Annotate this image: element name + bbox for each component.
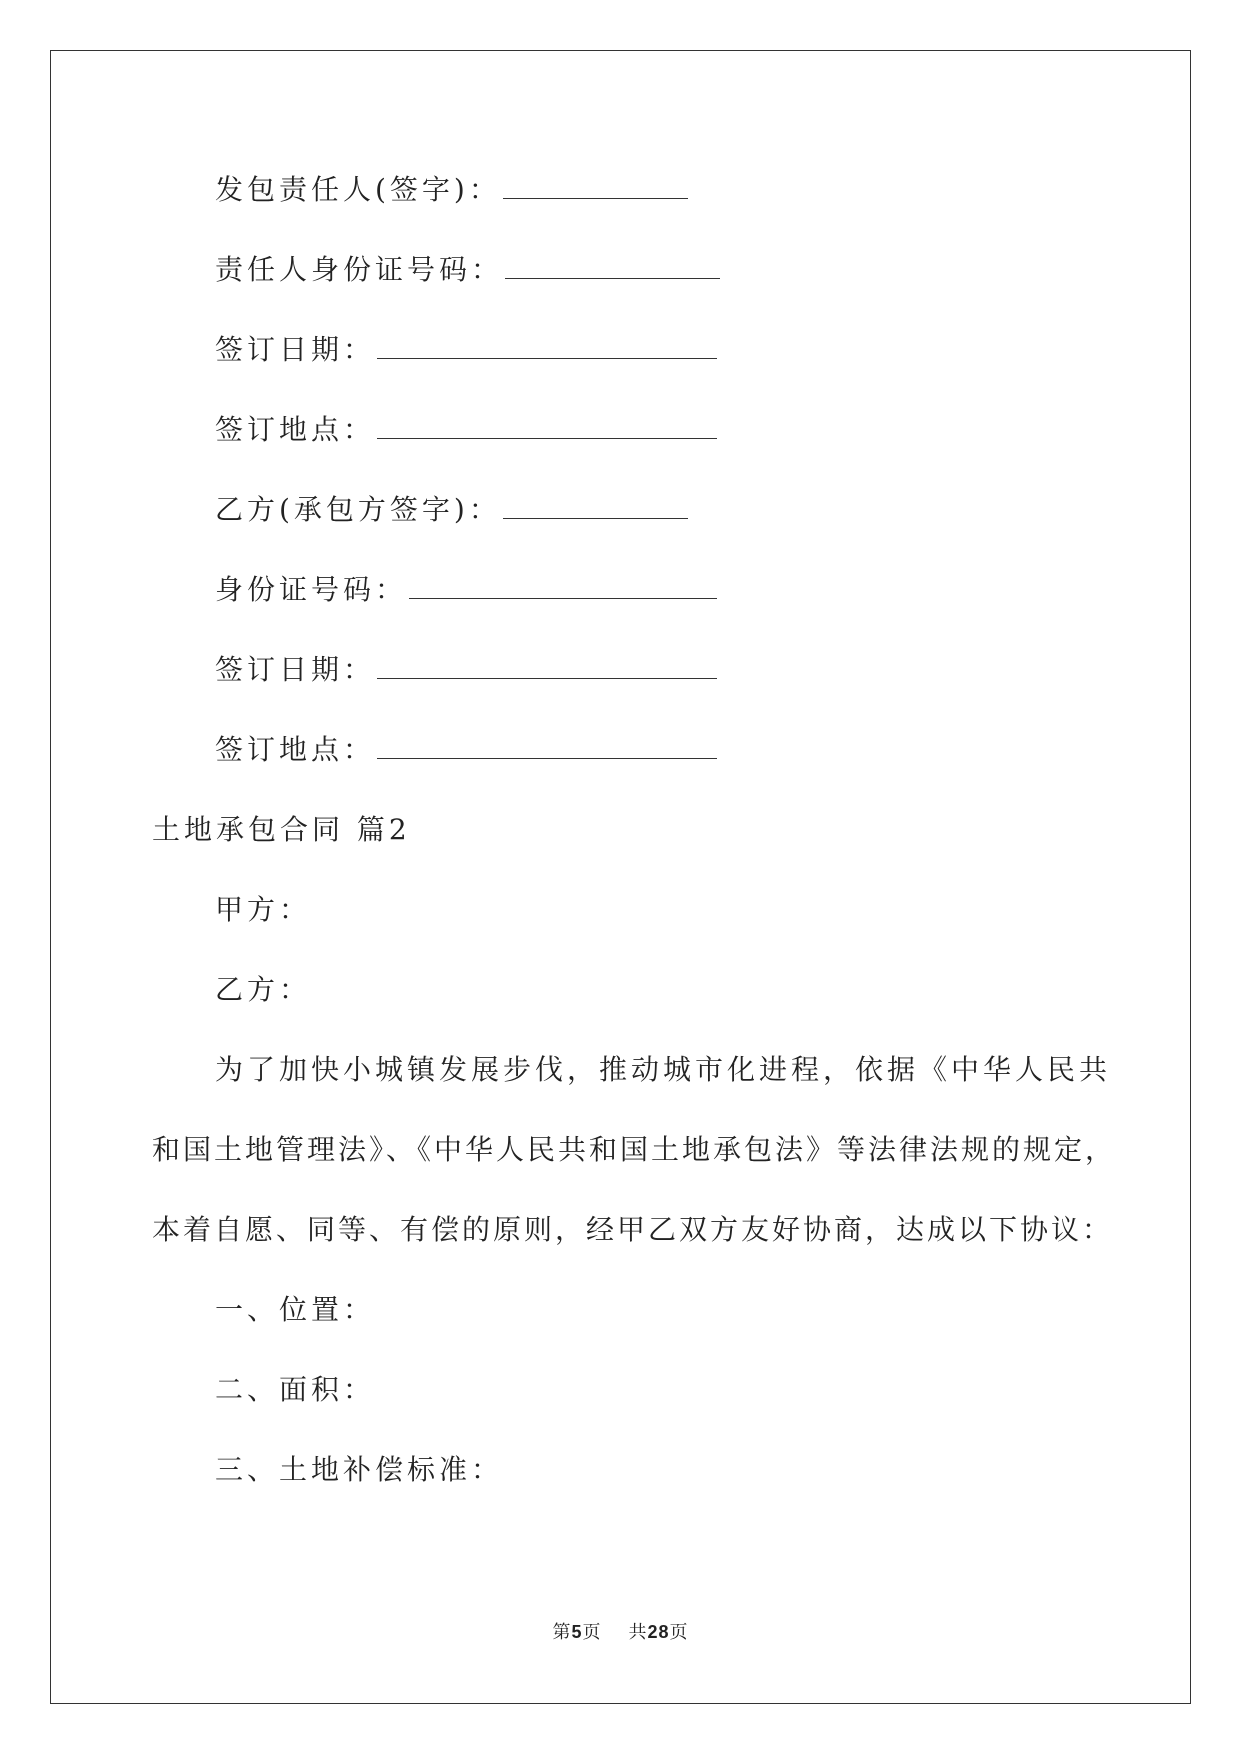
section-title: 土地承包合同 篇2 xyxy=(152,813,411,846)
page-number: 5 xyxy=(571,1622,583,1642)
signature-blank[interactable] xyxy=(505,256,720,279)
clause-location: 一、位置： xyxy=(215,1293,376,1326)
signature-line-contractor xyxy=(215,493,688,527)
signature-label: 发包责任人(签字)： xyxy=(215,173,501,206)
signature-blank[interactable] xyxy=(377,336,717,359)
signature-label: 身份证号码： xyxy=(215,573,408,606)
signature-label: 签订日期： xyxy=(215,653,376,686)
total-suffix: 页 xyxy=(669,1622,689,1643)
signature-blank[interactable] xyxy=(503,496,688,519)
signature-blank[interactable] xyxy=(377,736,717,759)
signature-line-date-2 xyxy=(215,653,717,687)
signature-label: 签订地点： xyxy=(215,413,376,446)
clause-compensation: 三、土地补偿标准： xyxy=(215,1453,504,1486)
party-a: 甲方： xyxy=(215,893,312,926)
preamble-line: 为了加快小城镇发展步伐，推动城市化进程，依据《中华人民共 xyxy=(215,1053,1112,1086)
preamble-line: 本着自愿、同等、有偿的原则，经甲乙双方友好协商，达成以下协议： xyxy=(152,1213,1114,1246)
signature-label: 责任人身份证号码： xyxy=(215,253,504,286)
signature-blank[interactable] xyxy=(409,576,717,599)
signature-line-contractor-id xyxy=(215,573,717,607)
page-suffix: 页 xyxy=(582,1622,602,1643)
signature-blank[interactable] xyxy=(377,416,717,439)
signature-line-place-1 xyxy=(215,413,717,447)
signature-line-place-2 xyxy=(215,733,717,767)
signature-label: 乙方(承包方签字)： xyxy=(215,493,501,526)
signature-line-issuer-id xyxy=(215,253,720,287)
signature-blank[interactable] xyxy=(377,656,717,679)
party-b: 乙方： xyxy=(215,973,312,1006)
total-prefix: 共 xyxy=(628,1622,648,1643)
page-footer xyxy=(0,1618,1241,1644)
signature-label: 签订日期： xyxy=(215,333,376,366)
signature-label: 签订地点： xyxy=(215,733,376,766)
signature-line-issuer xyxy=(215,173,688,207)
signature-line-date-1 xyxy=(215,333,717,367)
page-prefix: 第 xyxy=(552,1622,572,1643)
clause-area: 二、面积： xyxy=(215,1373,376,1406)
preamble-line: 和国土地管理法》、《中华人民共和国土地承包法》等法律法规的规定， xyxy=(152,1133,1117,1166)
total-pages: 28 xyxy=(647,1622,670,1642)
signature-blank[interactable] xyxy=(503,176,688,199)
